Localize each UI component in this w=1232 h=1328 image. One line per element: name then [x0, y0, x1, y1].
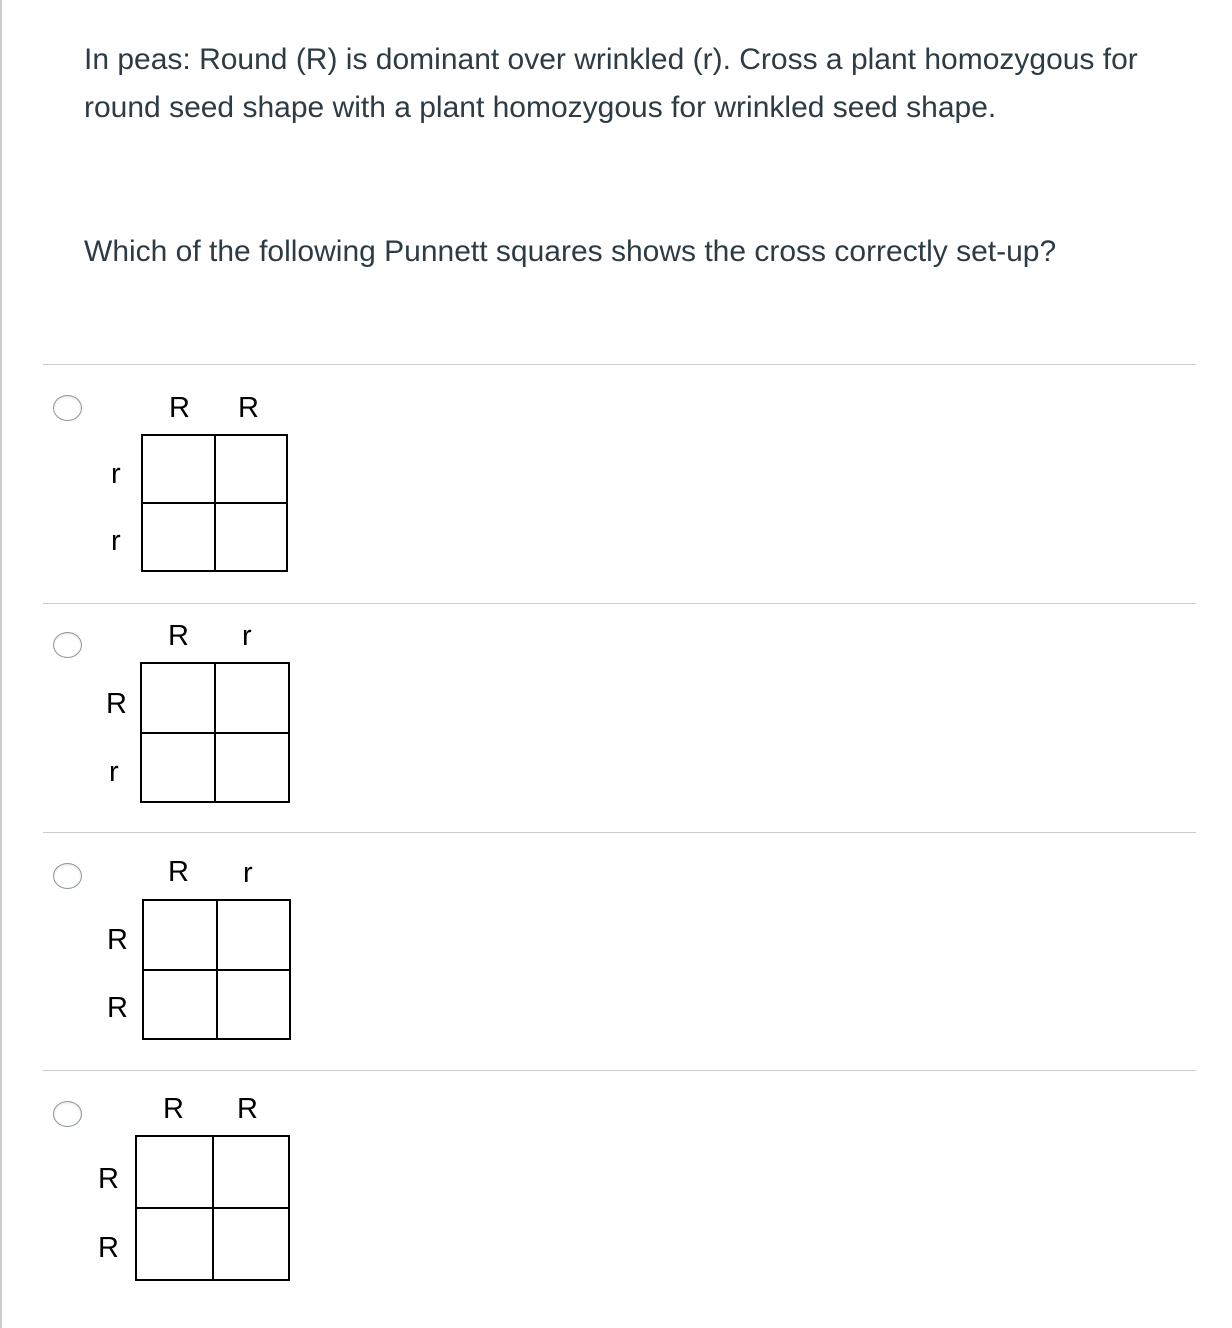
question-prompt: Which of the following Punnett squares shows the cross correctly set-up? — [84, 235, 1057, 268]
side-allele-2: R — [107, 992, 128, 1024]
punnett-square — [142, 899, 291, 1040]
punnett-cell — [213, 1208, 289, 1279]
top-allele-1: R — [169, 392, 190, 424]
side-allele-1: R — [107, 924, 128, 956]
side-allele-2: r — [109, 756, 119, 788]
punnett-cell — [143, 503, 215, 570]
top-allele-2: R — [237, 1093, 258, 1125]
radio-button-option-3[interactable] — [53, 863, 82, 889]
side-allele-1: R — [98, 1163, 119, 1195]
top-allele-1: R — [168, 856, 189, 888]
radio-button-option-2[interactable] — [53, 632, 82, 658]
top-allele-1: R — [163, 1093, 184, 1125]
punnett-cell — [217, 970, 290, 1039]
top-allele-2: r — [243, 857, 253, 889]
top-allele-2: r — [242, 620, 252, 652]
side-allele-1: r — [111, 458, 121, 490]
top-allele-2: R — [238, 392, 259, 424]
page-left-border — [0, 0, 2, 1328]
punnett-cell — [215, 664, 288, 733]
radio-button-option-4[interactable] — [53, 1101, 82, 1127]
punnett-cell — [142, 733, 215, 802]
punnett-cell — [144, 970, 217, 1039]
punnett-cell — [142, 664, 215, 733]
punnett-cell — [143, 436, 215, 503]
answer-option-4[interactable] — [43, 1070, 1196, 1321]
punnett-cell — [215, 733, 288, 802]
punnett-cell — [217, 901, 290, 970]
side-allele-2: R — [98, 1232, 119, 1264]
punnett-square — [135, 1135, 290, 1281]
punnett-cell — [215, 503, 287, 570]
punnett-cell — [144, 901, 217, 970]
punnett-cell — [137, 1208, 213, 1279]
punnett-cell — [137, 1137, 213, 1208]
punnett-square — [141, 434, 288, 572]
side-allele-1: R — [106, 688, 127, 720]
punnett-cell — [213, 1137, 289, 1208]
punnett-cell — [215, 436, 287, 503]
answer-option-2[interactable] — [43, 603, 1196, 833]
radio-button-option-1[interactable] — [53, 395, 82, 421]
question-text: In peas: Round (R) is dominant over wrinkled (r). Cross a plant homozygous for round seed shape with a plant homozygous for wrinkled seed shape. — [84, 43, 1138, 124]
answer-option-1[interactable] — [43, 364, 1196, 603]
side-allele-2: r — [111, 525, 121, 557]
top-allele-1: R — [168, 620, 189, 652]
punnett-square — [140, 662, 290, 803]
answer-option-3[interactable] — [43, 832, 1196, 1071]
